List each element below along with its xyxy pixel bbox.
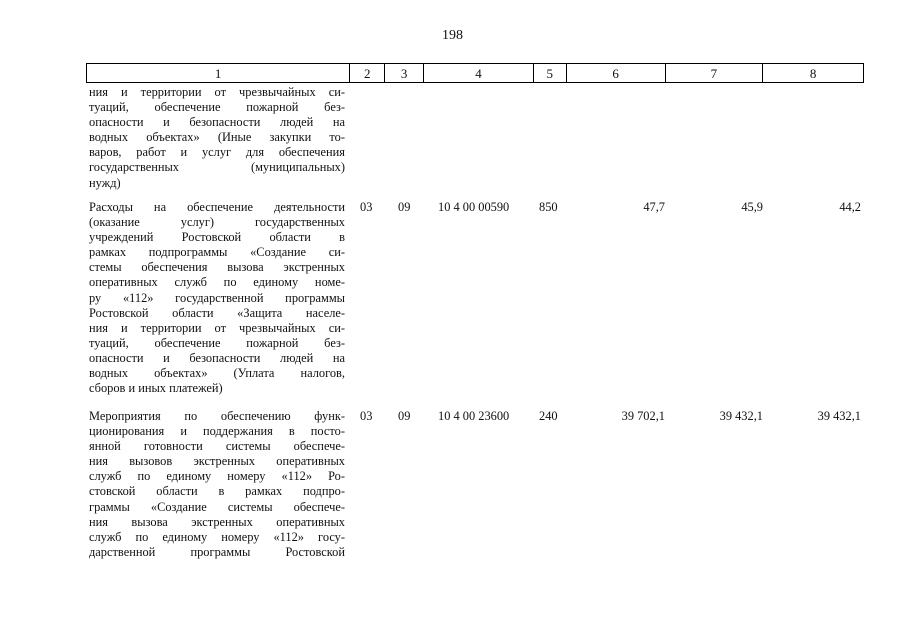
cell-csr: 10 4 00 23600 — [438, 409, 510, 423]
description-line: учреждений Ростовской области в — [89, 230, 345, 245]
header-col-3: 3 — [385, 64, 424, 82]
description-line: водных объектах» (Уплата налогов, — [89, 366, 345, 381]
cell-vr: 240 — [539, 409, 558, 423]
cell-rz: 03 — [360, 409, 373, 423]
description-line: ния вызова экстренных оперативных — [89, 514, 345, 529]
header-col-1: 1 — [87, 64, 350, 82]
description-line: Расходы на обеспечение деятельности — [89, 200, 345, 214]
description-line: Мероприятия по обеспечению функ- — [89, 409, 345, 423]
header-col-5: 5 — [534, 64, 567, 82]
header-col-7: 7 — [666, 64, 764, 82]
page-number: 198 — [442, 28, 463, 43]
description-line: стемы обеспечения вызова экстренных — [89, 260, 345, 275]
description-line: ния и территории от чрезвычайных си- — [89, 320, 345, 335]
description-line: варов, работ и услуг для обеспечения — [89, 145, 345, 160]
description-line: опасности и безопасности людей на — [89, 115, 345, 130]
description-line: рамках подпрограммы «Создание си- — [89, 245, 345, 260]
cell-rz: 03 — [360, 200, 373, 214]
description-line: служб по единому номеру «112» госу- — [89, 529, 345, 544]
cell-value-6: 39 702,1 — [621, 409, 665, 423]
header-col-6: 6 — [567, 64, 666, 82]
cell-vr: 850 — [539, 200, 558, 214]
cell-value-7: 39 432,1 — [719, 409, 763, 423]
header-col-2: 2 — [350, 64, 385, 82]
description-line: оперативных служб по единому номе- — [89, 275, 345, 290]
header-col-8: 8 — [809, 66, 817, 81]
table-row-description — [89, 200, 345, 396]
description-line: государственных (муниципальных) — [89, 160, 345, 175]
table-header — [86, 63, 864, 83]
cell-pr: 09 — [398, 409, 411, 423]
cell-value-6: 47,7 — [643, 200, 665, 214]
cell-csr: 10 4 00 00590 — [438, 200, 510, 214]
description-line: служб по единому номеру «112» Ро- — [89, 469, 345, 484]
description-line: граммы «Создание системы обеспече- — [89, 499, 345, 514]
description-line: нужд) — [89, 175, 121, 190]
description-line: опасности и безопасности людей на — [89, 350, 345, 365]
description-line: стовской области в рамках подпро- — [89, 484, 345, 499]
header-col-4: 4 — [424, 64, 534, 82]
description-line: ционирования и поддержания в посто- — [89, 424, 345, 439]
cell-value-7: 45,9 — [741, 200, 763, 214]
description-line: дарственной программы Ростовской — [89, 544, 345, 559]
description-line: сборов и иных платежей) — [89, 381, 223, 396]
description-line: Ростовской области «Защита населе- — [89, 305, 345, 320]
cell-value-8: 44,2 — [839, 200, 861, 214]
description-line: (оказание услуг) государственных — [89, 215, 345, 230]
cell-pr: 09 — [398, 200, 411, 214]
description-line: ния вызовов экстренных оперативных — [89, 454, 345, 469]
description-line: туаций, обеспечение пожарной без- — [89, 100, 345, 115]
table-row-description — [89, 85, 345, 191]
cell-value-8: 39 432,1 — [817, 409, 861, 423]
description-line: ния и территории от чрезвычайных си- — [89, 85, 345, 99]
description-line: янной готовности системы обеспече- — [89, 439, 345, 454]
table-row-description — [89, 409, 345, 560]
description-line: туаций, обеспечение пожарной без- — [89, 335, 345, 350]
description-line: ру «112» государственной программы — [89, 290, 345, 305]
description-line: водных объектах» (Иные закупки то- — [89, 130, 345, 145]
